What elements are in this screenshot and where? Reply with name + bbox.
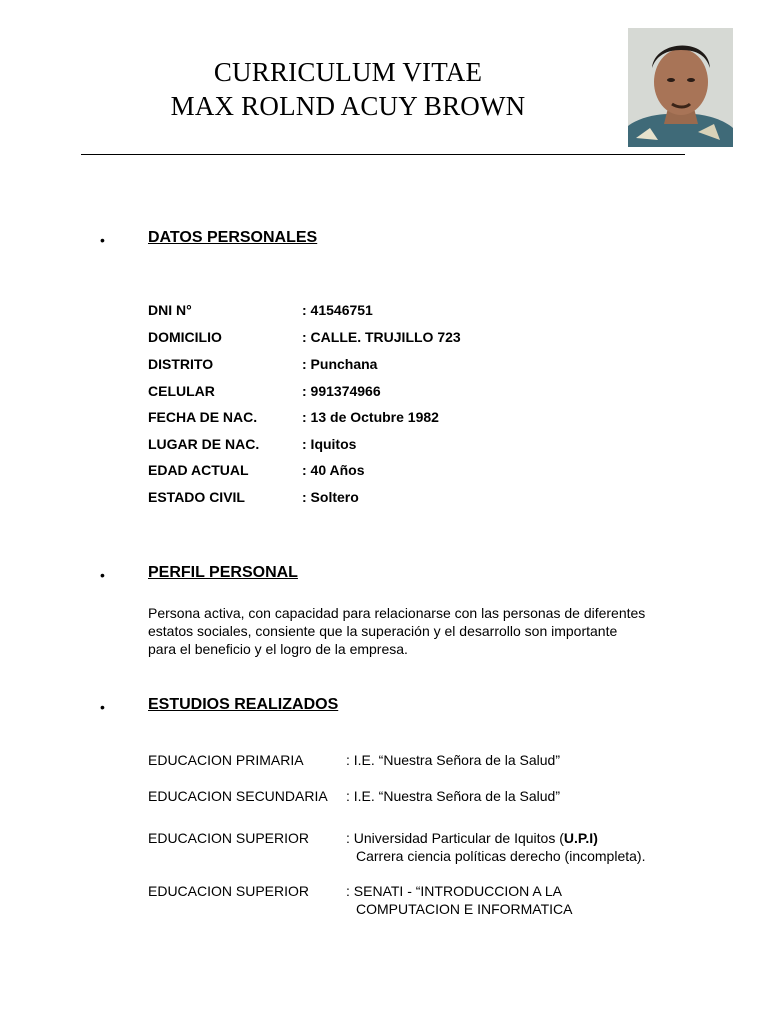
field-label: DISTRITO <box>148 356 214 372</box>
estudio-level: EDUCACION SUPERIOR <box>148 830 310 846</box>
section-heading-estudios: ESTUDIOS REALIZADOS <box>148 696 339 713</box>
estudio-institution-text: : Universidad Particular de Iquitos ( <box>346 830 564 846</box>
section-bullet: • <box>100 699 105 715</box>
estudio-detail: Carrera ciencia políticas derecho (incompleta). <box>356 848 646 864</box>
estudio-detail: COMPUTACION E INFORMATICA <box>356 901 573 917</box>
portrait-image <box>628 28 733 147</box>
perfil-line: Persona activa, con capacidad para relacionarse con las personas de diferentes <box>148 605 646 621</box>
estudio-level: EDUCACION PRIMARIA <box>148 752 304 768</box>
field-value: : 13 de Octubre 1982 <box>302 409 439 425</box>
estudio-institution: : I.E. “Nuestra Señora de la Salud” <box>346 752 560 768</box>
document-title: CURRICULUM VITAE <box>213 57 483 87</box>
field-label: LUGAR DE NAC. <box>148 436 260 452</box>
estudio-institution: : I.E. “Nuestra Señora de la Salud” <box>346 788 560 804</box>
header-divider <box>81 154 685 155</box>
cv-title-block <box>0 55 696 123</box>
estudio-level: EDUCACION SUPERIOR <box>148 883 310 899</box>
perfil-line: estatos sociales, consiente que la superación y el desarrollo son importante <box>148 623 618 639</box>
section-heading-perfil-personal: PERFIL PERSONAL <box>148 564 298 581</box>
person-name: MAX ROLND ACUY BROWN <box>170 91 526 121</box>
field-label: DOMICILIO <box>148 329 222 345</box>
field-value: : CALLE. TRUJILLO 723 <box>302 329 461 345</box>
estudio-institution-abbr: U.P.I) <box>563 830 598 846</box>
perfil-line: para el beneficio y el logro de la empresa. <box>148 641 408 657</box>
field-label: DNI N° <box>148 302 192 318</box>
estudio-institution: : SENATI - “INTRODUCCION A LA <box>346 883 562 899</box>
field-value: : 40 Años <box>302 462 365 478</box>
estudio-institution <box>346 829 598 847</box>
field-value: : 41546751 <box>302 302 373 318</box>
field-label: ESTADO CIVIL <box>148 489 245 505</box>
section-bullet: • <box>100 567 105 583</box>
perfil-paragraph <box>148 604 688 658</box>
estudio-level: EDUCACION SECUNDARIA <box>148 788 328 804</box>
field-value: : Punchana <box>302 356 378 372</box>
field-value: : Soltero <box>302 489 359 505</box>
field-label: EDAD ACTUAL <box>148 462 249 478</box>
profile-photo <box>628 28 733 147</box>
field-value: : 991374966 <box>302 383 381 399</box>
field-label: CELULAR <box>148 383 215 399</box>
field-value: : Iquitos <box>302 436 357 452</box>
field-label: FECHA DE NAC. <box>148 409 258 425</box>
section-heading-datos-personales: DATOS PERSONALES <box>148 229 318 246</box>
section-bullet: • <box>100 232 105 248</box>
